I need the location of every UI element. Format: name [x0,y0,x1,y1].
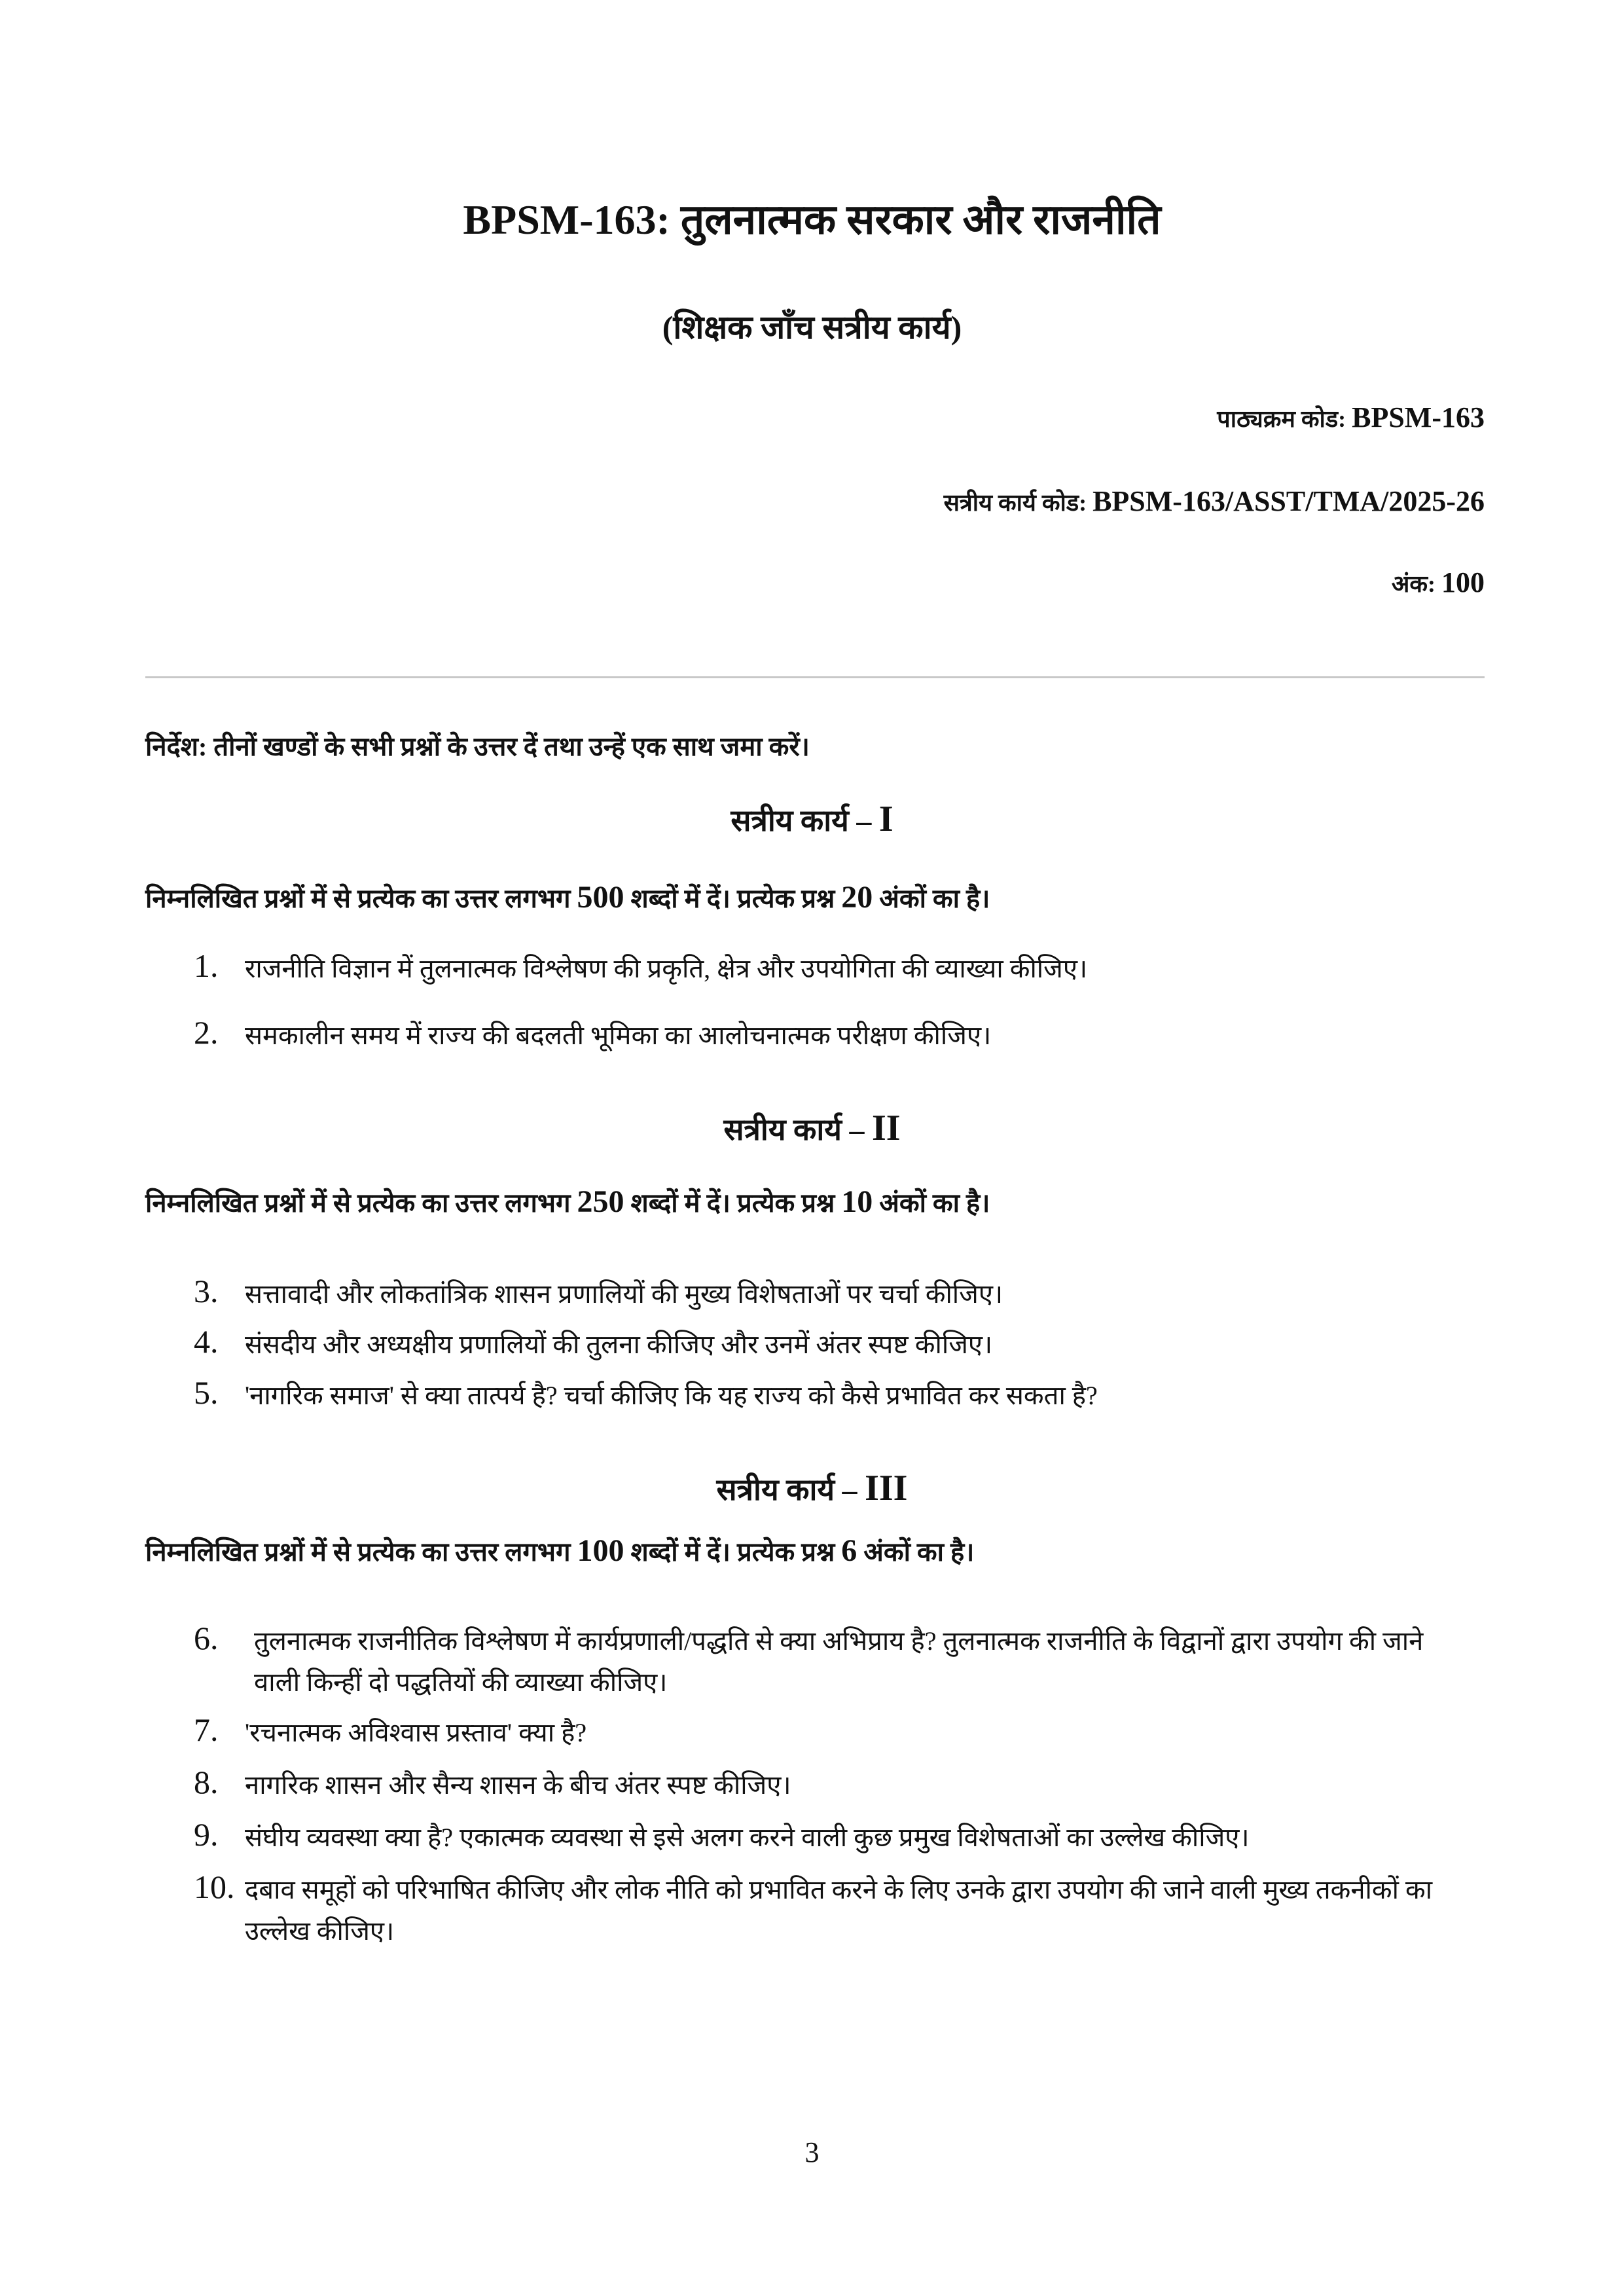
question-item [194,1764,1470,1806]
question-number: 8. [194,1764,219,1800]
question-text: दबाव समूहों को परिभाषित कीजिए और लोक नीति को प्रभावित करने के लिए उनके द्वारा उपयोग की जाने वाली मुख्य तकनीकों का उल्लेख कीजिए। [245,1875,1433,1946]
document-subtitle: (शिक्षक जाँच सत्रीय कार्य) [662,309,962,346]
page-number: 3 [804,2136,820,2168]
question-item [194,1273,1470,1315]
question-number: 2. [194,1014,219,1051]
assignment-code-label: सत्रीय कार्य कोड: [943,490,1093,516]
question-item [194,1324,1470,1365]
course-code-heading: BPSM-163 [463,196,657,243]
question-number: 10. [194,1868,235,1905]
question-text: संसदीय और अध्यक्षीय प्रणालियों की तुलना कीजिए और उनमें अंतर स्पष्ट कीजिए। [245,1330,993,1359]
question-text: 'रचनात्मक अविश्वास प्रस्ताव' क्या है? [245,1718,587,1747]
section-1-instr-text-c: अंकों का है। [873,884,990,913]
general-instructions: निर्देश: तीनों खण्डों के सभी प्रश्नों के उत्तर दें तथा उन्हें एक साथ जमा करें। [145,732,810,761]
section-2-heading-text: सत्रीय कार्य – [723,1113,872,1146]
question-number: 5. [194,1374,219,1411]
assignment-code-value: BPSM-163/ASST/TMA/2025-26 [1092,485,1485,517]
question-number: 7. [194,1711,219,1748]
section-2-instr-text-a: निम्नलिखित प्रश्नों में से प्रत्येक का उत्तर लगभग [145,1188,577,1218]
question-number: 9. [194,1816,219,1853]
document-title [0,195,1624,246]
section-3-marks: 6 [841,1533,857,1568]
question-item [194,1620,1470,1703]
question-number: 1. [194,947,219,984]
section-1-instr-text-a: निम्नलिखित प्रश्नों में से प्रत्येक का उत्तर लगभग [145,884,577,913]
section-3-word-count: 100 [577,1533,624,1568]
assignment-code-line [944,484,1485,519]
section-2-marks: 10 [841,1184,873,1219]
section-1-roman: I [878,799,893,839]
section-1-instr-text-b: शब्दों में दें। प्रत्येक प्रश्न [624,884,842,913]
section-3-instr-text-a: निम्नलिखित प्रश्नों में से प्रत्येक का उत्तर लगभग [145,1537,577,1567]
question-item [194,1375,1470,1416]
section-2-heading [0,1106,1624,1150]
section-2-roman: II [871,1108,901,1148]
question-text: सत्तावादी और लोकतांत्रिक शासन प्रणालियों की मुख्य विशेषताओं पर चर्चा कीजिए। [245,1279,1003,1309]
question-item [194,948,1470,989]
section-2-word-count: 250 [577,1184,624,1219]
section-1-heading-text: सत्रीय कार्य – [731,804,879,837]
section-3-heading [0,1467,1624,1510]
section-2-instr-text-b: शब्दों में दें। प्रत्येक प्रश्न [624,1188,842,1218]
question-text: राजनीति विज्ञान में तुलनात्मक विश्लेषण की प्रकृति, क्षेत्र और उपयोगिता की व्याख्या कीजिए। [245,954,1088,983]
section-3-instr-text-c: अंकों का है। [857,1537,975,1567]
question-number: 3. [194,1273,219,1309]
question-number: 6. [194,1620,219,1656]
question-text: नागरिक शासन और सैन्य शासन के बीच अंतर स्पष्ट कीजिए। [245,1770,791,1800]
course-code-value: BPSM-163 [1352,401,1485,433]
section-1-word-count: 500 [577,880,624,915]
section-3-instr-text-b: शब्दों में दें। प्रत्येक प्रश्न [624,1537,842,1567]
course-code-line [1217,401,1485,435]
total-marks-value: 100 [1441,566,1485,598]
section-3-heading-text: सत्रीय कार्य – [716,1473,865,1506]
section-1-heading [0,797,1624,841]
horizontal-divider [145,676,1485,678]
question-item [194,1869,1470,1952]
total-marks-label: अंक: [1391,571,1441,597]
question-item [194,1015,1470,1056]
question-text: समकालीन समय में राज्य की बदलती भूमिका का आलोचनात्मक परीक्षण कीजिए। [245,1021,992,1050]
total-marks-line [1392,566,1485,600]
section-2-instructions [145,1182,990,1222]
question-number: 4. [194,1323,219,1360]
section-2-instr-text-c: अंकों का है। [873,1188,990,1218]
section-3-instructions [145,1531,974,1571]
section-3-roman: III [865,1468,908,1508]
section-1-marks: 20 [841,880,873,915]
course-code-label: पाठ्यक्रम कोड: [1217,406,1352,432]
question-text: तुलनात्मक राजनीतिक विश्लेषण में कार्यप्रणाली/पद्धति से क्या अभिप्राय है? तुलनात्मक राजनीति के विद्वानों द्वारा उपयोग की जाने वाली किन्हीं दो पद्धतियों की व्याख्या कीजिए। [254,1626,1424,1697]
question-item [194,1817,1470,1858]
section-1-instructions [145,877,990,918]
course-title: : तुलनात्मक सरकार और राजनीति [656,196,1161,243]
question-text: 'नागरिक समाज' से क्या तात्पर्य है? चर्चा कीजिए कि यह राज्य को कैसे प्रभावित कर सकता है? [245,1381,1098,1410]
question-text: संघीय व्यवस्था क्या है? एकात्मक व्यवस्था से इसे अलग करने वाली कुछ प्रमुख विशेषताओं का उल्लेख कीजिए। [245,1823,1250,1852]
question-item [194,1712,1470,1753]
